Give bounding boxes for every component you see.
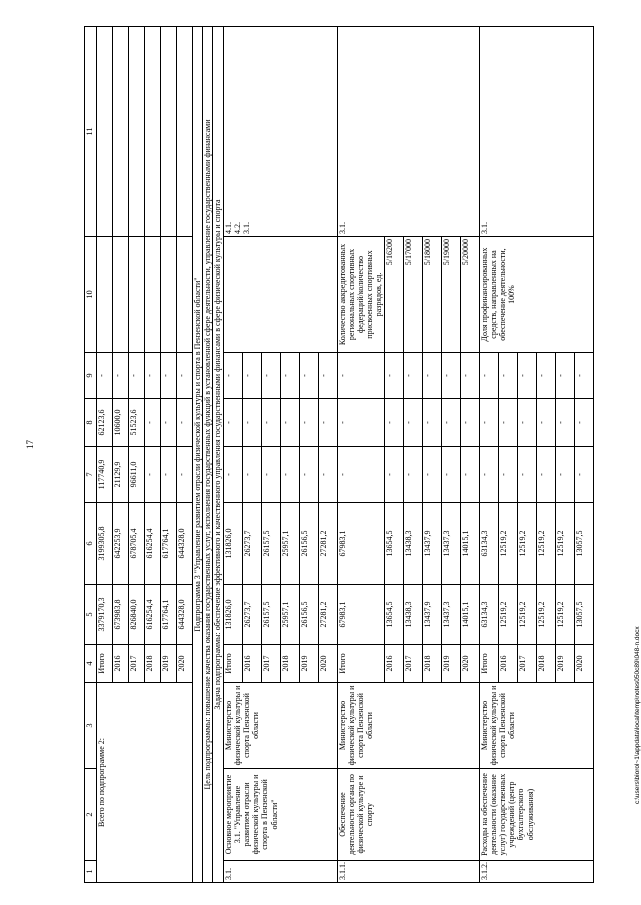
indicator: Количество аккредитованных региональных спортивных федераций/количество присвоенных спортивных разрядов, ед. xyxy=(337,237,384,353)
value-cell: - xyxy=(460,399,479,447)
ref-line: 4.1. xyxy=(223,222,233,234)
indicator-value: 5/17000 xyxy=(403,237,422,353)
column-number: 5 xyxy=(85,585,97,645)
ref-line: 3.1. xyxy=(479,222,489,234)
value-cell: 2020 xyxy=(318,645,337,683)
value-cell: 26273,7 xyxy=(242,585,261,645)
value-cell: 12519,2 xyxy=(517,585,536,645)
value-cell: 2019 xyxy=(441,645,460,683)
value-cell: - xyxy=(555,353,574,399)
rotated-table-container xyxy=(84,27,595,883)
value-cell: 616254,4 xyxy=(145,503,161,585)
ref-cell xyxy=(161,27,177,237)
value-cell: 27281,2 xyxy=(318,585,337,645)
column-number: 9 xyxy=(85,353,97,399)
value-cell: 131826,0 xyxy=(223,503,242,585)
value-cell: - xyxy=(223,399,242,447)
value-cell: - xyxy=(384,399,403,447)
value-cell: 2016 xyxy=(113,645,129,683)
ref-cell xyxy=(177,27,193,237)
value-cell: 14015,1 xyxy=(460,585,479,645)
value-cell: 616254,4 xyxy=(145,585,161,645)
ref-line: 3.1. xyxy=(242,222,252,234)
indicator-cell xyxy=(97,237,113,353)
value-cell: - xyxy=(498,447,517,503)
value-cell: - xyxy=(479,353,498,399)
value-cell: - xyxy=(555,399,574,447)
value-cell: - xyxy=(441,353,460,399)
value-cell: - xyxy=(242,447,261,503)
value-cell: 21129,9 xyxy=(113,447,129,503)
activity-name: Обеспечение деятельности органа по физической культуре и спорту xyxy=(337,769,479,861)
indicator-value: 5/20000 xyxy=(460,237,479,353)
budget-table xyxy=(84,26,594,883)
value-cell: - xyxy=(498,353,517,399)
total-row xyxy=(97,27,113,883)
indicator-value: 5/18000 xyxy=(422,237,441,353)
subprogram-goal: Цель подпрограммы: повышение качества оказания государственных услуг, исполнения государственных функций в установленной сфере деятельности, управление государственными финансами xyxy=(203,27,213,883)
table-row xyxy=(337,27,384,883)
indicator-value: 5/16200 xyxy=(384,237,403,353)
executor: Министерство физической культуры и спорта Пензенской области xyxy=(337,683,479,769)
section-row xyxy=(213,27,223,883)
value-cell: - xyxy=(97,353,113,399)
value-cell: - xyxy=(223,353,242,399)
value-cell: - xyxy=(318,353,337,399)
value-cell: - xyxy=(177,353,193,399)
column-number: 6 xyxy=(85,503,97,585)
executor: Министерство физической культуры и спорта Пензенской области xyxy=(223,683,337,769)
value-cell: - xyxy=(422,447,441,503)
value-cell: - xyxy=(536,447,555,503)
value-cell: 2016 xyxy=(242,645,261,683)
value-cell: - xyxy=(299,447,318,503)
value-cell: 2017 xyxy=(517,645,536,683)
indicator-cell xyxy=(113,237,129,353)
value-cell: Итого xyxy=(479,645,498,683)
value-cell: 2016 xyxy=(498,645,517,683)
value-cell: 96611,0 xyxy=(129,447,145,503)
value-cell: Итого xyxy=(337,645,384,683)
value-cell: 13057,5 xyxy=(574,585,593,645)
value-cell: 642253,9 xyxy=(113,503,129,585)
ref-cell xyxy=(223,27,337,237)
indicator-cell xyxy=(161,237,177,353)
value-cell: 13437,9 xyxy=(422,503,441,585)
ref-cell xyxy=(337,27,479,237)
value-cell: - xyxy=(574,399,593,447)
value-cell: - xyxy=(441,399,460,447)
value-cell: 25957,1 xyxy=(280,585,299,645)
value-cell: 2016 xyxy=(384,645,403,683)
value-cell: - xyxy=(177,447,193,503)
value-cell: 12519,2 xyxy=(517,503,536,585)
value-cell: - xyxy=(498,399,517,447)
value-cell: - xyxy=(242,353,261,399)
value-cell: 2017 xyxy=(261,645,280,683)
value-cell: 2020 xyxy=(177,645,193,683)
subprogram-title: Подпрограмма 3 "Управление развитием отрасли физической культуры и спорта в Пензенской области" xyxy=(193,27,203,883)
value-cell: 3199305,8 xyxy=(97,503,113,585)
value-cell: - xyxy=(384,353,403,399)
value-cell: 13654,5 xyxy=(384,503,403,585)
value-cell: - xyxy=(299,399,318,447)
table-body xyxy=(85,27,594,883)
value-cell: 27281,2 xyxy=(318,503,337,585)
value-cell: - xyxy=(145,447,161,503)
value-cell: 617764,1 xyxy=(161,503,177,585)
value-cell: 12519,2 xyxy=(498,585,517,645)
value-cell: 12519,2 xyxy=(498,503,517,585)
ref-cell xyxy=(97,27,113,237)
column-number: 8 xyxy=(85,399,97,447)
indicator-value: 5/19000 xyxy=(441,237,460,353)
indicator: Доля профинансированных средств, направленных на обеспечение деятельности, 100% xyxy=(479,237,593,353)
page-number: 17 xyxy=(25,440,35,449)
value-cell: - xyxy=(113,353,129,399)
value-cell: - xyxy=(161,399,177,447)
column-number: 4 xyxy=(85,645,97,683)
indicator-cell xyxy=(177,237,193,353)
value-cell: 2019 xyxy=(161,645,177,683)
value-cell: - xyxy=(261,399,280,447)
value-cell: - xyxy=(129,353,145,399)
value-cell: 2018 xyxy=(280,645,299,683)
value-cell: 13438,3 xyxy=(403,585,422,645)
value-cell: - xyxy=(555,447,574,503)
value-cell: 25957,1 xyxy=(280,503,299,585)
executor: Министерство физической культуры и спорта Пензенской области xyxy=(479,683,593,769)
value-cell: - xyxy=(460,447,479,503)
value-cell: - xyxy=(517,399,536,447)
value-cell: 14015,1 xyxy=(460,503,479,585)
indicator-cell xyxy=(145,237,161,353)
value-cell: 644328,0 xyxy=(177,585,193,645)
value-cell: 826840,0 xyxy=(129,585,145,645)
value-cell: - xyxy=(403,353,422,399)
value-cell: - xyxy=(574,447,593,503)
value-cell: 13437,9 xyxy=(422,585,441,645)
value-cell: - xyxy=(280,399,299,447)
value-cell: - xyxy=(177,399,193,447)
section-row xyxy=(203,27,213,883)
ref-line: 4.2. xyxy=(232,222,242,234)
footer-path: c:\users\biorol~1\appdata\local\temp\notes050c89\048-n.docx xyxy=(634,626,641,804)
value-cell: 13057,5 xyxy=(574,503,593,585)
value-cell: 67983,1 xyxy=(337,585,384,645)
value-cell: - xyxy=(280,447,299,503)
value-cell: 2018 xyxy=(145,645,161,683)
value-cell: 62123,6 xyxy=(97,399,113,447)
value-cell: - xyxy=(261,447,280,503)
activity-name: Расходы на обеспечение деятельности (оказание услуг) государственных учреждений (центр бухгалтерского обслуживания) xyxy=(479,769,593,861)
value-cell: - xyxy=(574,353,593,399)
value-cell: 26157,5 xyxy=(261,503,280,585)
value-cell: 2020 xyxy=(460,645,479,683)
value-cell: - xyxy=(161,353,177,399)
value-cell: - xyxy=(441,447,460,503)
column-number: 11 xyxy=(85,27,97,237)
value-cell: - xyxy=(403,399,422,447)
value-cell: 678705,4 xyxy=(129,503,145,585)
value-cell: - xyxy=(145,399,161,447)
value-cell: 13654,5 xyxy=(384,585,403,645)
value-cell: - xyxy=(479,399,498,447)
value-cell: - xyxy=(223,447,242,503)
column-number: 3 xyxy=(85,683,97,769)
value-cell: 26156,5 xyxy=(299,585,318,645)
value-cell: - xyxy=(145,353,161,399)
value-cell: 26156,5 xyxy=(299,503,318,585)
column-number: 2 xyxy=(85,769,97,861)
value-cell: 26157,5 xyxy=(261,585,280,645)
value-cell: 617764,1 xyxy=(161,585,177,645)
value-cell: 12519,2 xyxy=(555,585,574,645)
value-cell: 2018 xyxy=(422,645,441,683)
indicator xyxy=(223,237,337,353)
section-row xyxy=(193,27,203,883)
value-cell: - xyxy=(384,447,403,503)
ref-cell xyxy=(129,27,145,237)
value-cell: 2019 xyxy=(299,645,318,683)
column-number-row xyxy=(85,27,97,883)
row-number: 3.1.1. xyxy=(337,861,479,883)
value-cell: 131826,0 xyxy=(223,585,242,645)
value-cell: - xyxy=(337,399,384,447)
column-number: 10 xyxy=(85,237,97,353)
value-cell: - xyxy=(318,447,337,503)
ref-cell xyxy=(479,27,593,237)
row-number: 3.1.2. xyxy=(479,861,593,883)
value-cell: 2019 xyxy=(555,645,574,683)
value-cell: 117740,9 xyxy=(97,447,113,503)
value-cell: 644328,0 xyxy=(177,503,193,585)
value-cell: 673983,8 xyxy=(113,585,129,645)
indicator-cell xyxy=(129,237,145,353)
value-cell: - xyxy=(422,353,441,399)
value-cell: - xyxy=(337,447,384,503)
value-cell: 51523,6 xyxy=(129,399,145,447)
table-row xyxy=(223,27,242,883)
row-number: 3.1. xyxy=(223,861,337,883)
value-cell: 67983,1 xyxy=(337,503,384,585)
value-cell: 13437,3 xyxy=(441,585,460,645)
value-cell: 12519,2 xyxy=(536,585,555,645)
value-cell: 2018 xyxy=(536,645,555,683)
value-cell: 2020 xyxy=(574,645,593,683)
column-number: 1 xyxy=(85,861,97,883)
value-cell: 10600,0 xyxy=(113,399,129,447)
value-cell: - xyxy=(299,353,318,399)
value-cell: - xyxy=(460,353,479,399)
value-cell: - xyxy=(242,399,261,447)
subprogram-task: Задача подпрограммы: обеспечение эффективного и качественного управления государственными финансами в сфере физической культуры и спорта xyxy=(213,27,223,883)
value-cell: - xyxy=(517,447,536,503)
value-cell: Итого xyxy=(223,645,242,683)
value-cell: 26273,7 xyxy=(242,503,261,585)
value-cell: - xyxy=(403,447,422,503)
value-cell: - xyxy=(479,447,498,503)
value-cell: - xyxy=(318,399,337,447)
value-cell: 63134,3 xyxy=(479,585,498,645)
value-cell: - xyxy=(517,353,536,399)
value-cell: - xyxy=(261,353,280,399)
value-cell: - xyxy=(422,399,441,447)
value-cell: 12519,2 xyxy=(555,503,574,585)
value-cell: - xyxy=(337,353,384,399)
value-cell: 2017 xyxy=(403,645,422,683)
table-row xyxy=(479,27,498,883)
value-cell: - xyxy=(280,353,299,399)
column-number: 7 xyxy=(85,447,97,503)
ref-cell xyxy=(113,27,129,237)
total-label: Всего по подпрограмме 2: xyxy=(97,683,193,883)
value-cell: - xyxy=(536,353,555,399)
value-cell: - xyxy=(536,399,555,447)
value-cell: 63134,3 xyxy=(479,503,498,585)
activity-name: Основное мероприятие 3.1. "Управление развитием отрасли физической культуры и спорта в Пензенской области" xyxy=(223,769,337,861)
value-cell: 12519,2 xyxy=(536,503,555,585)
ref-line: 3.1. xyxy=(337,222,347,234)
value-cell: 13438,3 xyxy=(403,503,422,585)
value-cell: 3379170,3 xyxy=(97,585,113,645)
value-cell: 2017 xyxy=(129,645,145,683)
value-cell: 13437,3 xyxy=(441,503,460,585)
value-cell: - xyxy=(161,447,177,503)
ref-cell xyxy=(145,27,161,237)
value-cell: Итого xyxy=(97,645,113,683)
